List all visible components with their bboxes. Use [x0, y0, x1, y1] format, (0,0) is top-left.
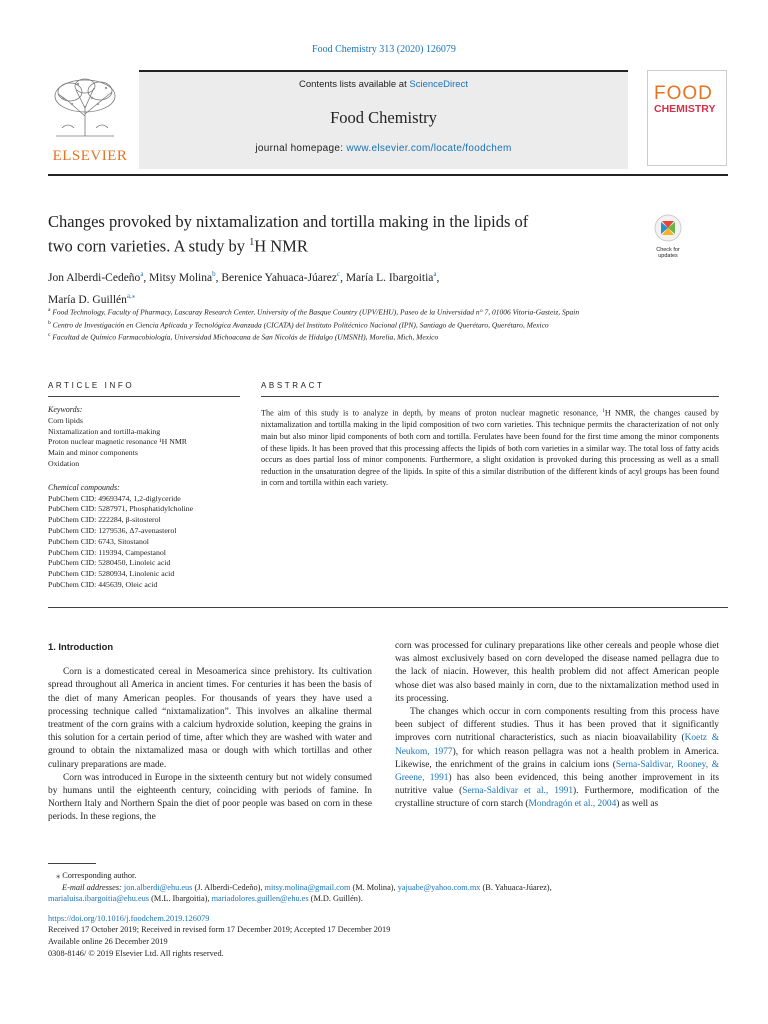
- affiliations: [48, 305, 698, 343]
- article-title: Changes provoked by nixtamalization and tortilla making in the lipids of two corn varieties. A study by $^1$H NMR: [48, 212, 529, 256]
- article-info-rule: [48, 396, 240, 397]
- compound: PubChem CID: 1279536, Δ7-avenasterol: [48, 525, 177, 535]
- journal-cover: [647, 70, 727, 166]
- reference-link[interactable]: Koetz & Neukom, 1977: [395, 733, 719, 757]
- abstract-rule: [261, 396, 719, 397]
- elsevier-logo: [48, 76, 132, 166]
- available-online: Available online 26 December 2019: [48, 936, 168, 946]
- author[interactable]: María L. Ibargoitia$^a$,: [345, 270, 440, 284]
- compound: PubChem CID: 5280934, Linolenic acid: [48, 569, 175, 579]
- contents-line: Contents lists available at ScienceDirect: [299, 79, 468, 90]
- keywords-label: Keywords:: [48, 405, 83, 414]
- corresponding-author-note: ⁎ Corresponding author.: [56, 871, 137, 880]
- journal-citation[interactable]: Food Chemistry 313 (2020) 126079: [312, 44, 456, 55]
- footnote-rule: [48, 863, 96, 864]
- copyright: 0308-8146/ © 2019 Elsevier Ltd. All rights reserved.: [48, 948, 224, 958]
- reference-link[interactable]: Mondragón et al., 2004: [528, 799, 617, 810]
- email-link[interactable]: mitsy.molina@gmail.com: [264, 882, 351, 892]
- article-info-panel: [48, 405, 248, 591]
- author-list: [48, 265, 668, 309]
- keyword: Main and minor components: [48, 448, 138, 458]
- journal-banner: [139, 70, 628, 169]
- reference-link[interactable]: Serna-Saldivar, Rooney, & Greene, 1991: [395, 759, 719, 784]
- homepage-link[interactable]: www.elsevier.com/locate/foodchem: [346, 143, 512, 154]
- author[interactable]: Mitsy Molina$^b$,: [149, 270, 222, 284]
- compound: PubChem CID: 49693474, 1,2-diglyceride: [48, 493, 181, 503]
- email-addresses-cont: marialuisa.ibargoitia@ehu.eus (M.L. Ibargoitia), mariadolores.guillen@ehu.es (M.D. Guillén).: [48, 894, 363, 904]
- reference-link[interactable]: Serna-Saldivar et al., 1991: [462, 786, 574, 797]
- author[interactable]: María D. Guillén$^{a,⁎}$: [48, 291, 136, 306]
- email-link[interactable]: marialuisa.ibargoitia@ehu.eus: [48, 894, 150, 904]
- journal-name: Food Chemistry: [330, 108, 437, 127]
- affiliation-c: $^c$ Facultad de Químico Farmacobiología, Universidad Michoacana de San Nicolás de Hidalgo (UMSNH), Morelia, Mich, Mexico: [48, 332, 439, 342]
- elsevier-wordmark: ELSEVIER: [52, 148, 128, 164]
- cover-subtitle: CHEMISTRY: [654, 103, 716, 115]
- compound: PubChem CID: 222284, β-sitosterol: [48, 515, 161, 525]
- keyword: Nixtamalization and tortilla-making: [48, 426, 161, 436]
- affiliation-b: $^b$ Centro de Investigación en Ciencia Aplicada y Tecnológica Avanzada (CICATA) del Instituto Politécnico Nacional (IPN), Santiago de Querétaro, Querétaro, Mexico: [48, 319, 549, 329]
- homepage-line: journal homepage: www.elsevier.com/locate/foodchem: [255, 143, 512, 154]
- crossmark-label: Check for updates: [656, 247, 680, 259]
- compound: PubChem CID: 445639, Oleic acid: [48, 579, 158, 589]
- doi-link[interactable]: https://doi.org/10.1016/j.foodchem.2019.126079: [48, 913, 210, 923]
- keyword: Proton nuclear magnetic resonance ¹H NMR: [48, 437, 187, 447]
- author[interactable]: Berenice Yahuaca-Júarez$^c$,: [221, 270, 346, 284]
- email-addresses: E-mail addresses: jon.alberdi@ehu.eus (J. Alberdi-Cedeño), mitsy.molina@gmail.com (M. Molina), yajuabe@yahoo.com.mx (B. Yahuaca-Júarez),: [62, 882, 552, 892]
- keyword: Corn lipids: [48, 415, 83, 425]
- keyword: Oxidation: [48, 458, 80, 468]
- sciencedirect-link[interactable]: ScienceDirect: [409, 79, 468, 90]
- compound: PubChem CID: 6743, Sitostanol: [48, 536, 149, 546]
- author[interactable]: Jon Alberdi-Cedeño$^a$,: [48, 270, 150, 284]
- compounds-label: Chemical compounds:: [48, 482, 120, 492]
- affiliation-a: $^a$ Food Technology, Faculty of Pharmacy, Lascaray Research Center, University of the Basque Country (UPV/EHU), Paseo de la Universidad n° 7, 01006 Vitoria-Gasteiz, Spain: [48, 307, 580, 317]
- paragraph: corn was processed for culinary preparations like other cereals and people whose diet was almost exclusively based on corn developed the disease named pellagra due to the lack of niacin. However, this health problem did not affect American people whose diet was also based mainly in corn, due to the nixtamalization method used in its processing.: [395, 641, 719, 704]
- paragraph: Corn was introduced in Europe in the sixteenth century but not widely consumed by humans until the eighteenth century, coinciding with periods of famine. In Northern Italy and Northern Spain the diet of poor people was based on corn in these periods. In these regions, the: [48, 772, 372, 823]
- compound: PubChem CID: 5287971, Phosphatidylcholine: [48, 504, 194, 514]
- paragraph: The changes which occur in corn components resulting from this process have been subject of different studies. Thus it has been proved that it significantly improves corn nutritional characteristics, such as niacin bioavailability (Koetz & Neukom, 1977), for which reason pellagra was not a health problem in America. Likewise, the enrichment of the grains in calcium ions (Serna-Saldivar, Rooney, & Greene, 1991) has also been evidenced, this being another improvement in its nutritive value (Serna-Saldivar et al., 1991). Furthermore, modification of the crystalline structure of corn starch (Mondragón et al., 2004) as well as: [395, 707, 719, 810]
- header-rule: [48, 174, 728, 176]
- article-info-heading: ARTICLE INFO: [48, 381, 135, 390]
- abstract-heading: ABSTRACT: [261, 381, 325, 390]
- compound: PubChem CID: 5280450, Linoleic acid: [48, 558, 171, 568]
- email-link[interactable]: jon.alberdi@ehu.eus: [123, 882, 193, 892]
- check-for-updates-badge[interactable]: [646, 213, 690, 259]
- front-matter-rule: [48, 607, 728, 608]
- section-heading-introduction: 1. Introduction: [48, 641, 114, 652]
- crossmark-icon: [646, 213, 690, 243]
- footnotes: [48, 870, 728, 959]
- email-link[interactable]: yajuabe@yahoo.com.mx: [397, 882, 481, 892]
- elsevier-tree-icon: [48, 76, 122, 138]
- abstract-text: The aim of this study is to analyze in depth, by means of proton nuclear magnetic resonance, $^1$H NMR, the changes caused by nixtamalization and tortilla making in the lipid composition of two corn varieties. This technique permits the characterization of not only main but also minor lipid components of both corn and tortilla. Ferulates have been found for the first time among the minor components of these lipids. It has been proved that this processing affects the lipids of both corn varieties in a similar way. The total loss of fatty acids occurs as does partial loss of minor components. Furthermore, a slight oxidation is provoked during this processing as well as a small reduction in the unsaturation degree of the lipids. In spite of this a similar distribution of the different kinds of acyl groups has been found in corn and tortilla within each variety.: [261, 408, 719, 488]
- received-dates: Received 17 October 2019; Received in revised form 17 December 2019; Accepted 17 December 2019: [48, 925, 391, 935]
- body-right-column: [395, 640, 719, 812]
- body-left-column: [48, 640, 372, 825]
- masthead: [40, 70, 728, 170]
- cover-title: FOOD: [654, 83, 713, 104]
- email-link[interactable]: mariadolores.guillen@ehu.es: [211, 894, 309, 904]
- paragraph: Corn is a domesticated cereal in Mesoamerica since prehistory. Its cultivation spread throughout all America in ancient times. For centuries it has been the basis of the diet of many American peoples. For thousands of years they have used a processing technique called “nixtamalization”. This involves an alkaline thermal treatment of the corn grains with a calcium hydroxide solution, keeping the grains in this solution for a certain period of time, after which they are washed with water and ground to obtain the nixtamalized masa or dough with which tortillas and other culinary preparations are made.: [48, 667, 372, 770]
- compound: PubChem CID: 119394, Campestanol: [48, 547, 166, 557]
